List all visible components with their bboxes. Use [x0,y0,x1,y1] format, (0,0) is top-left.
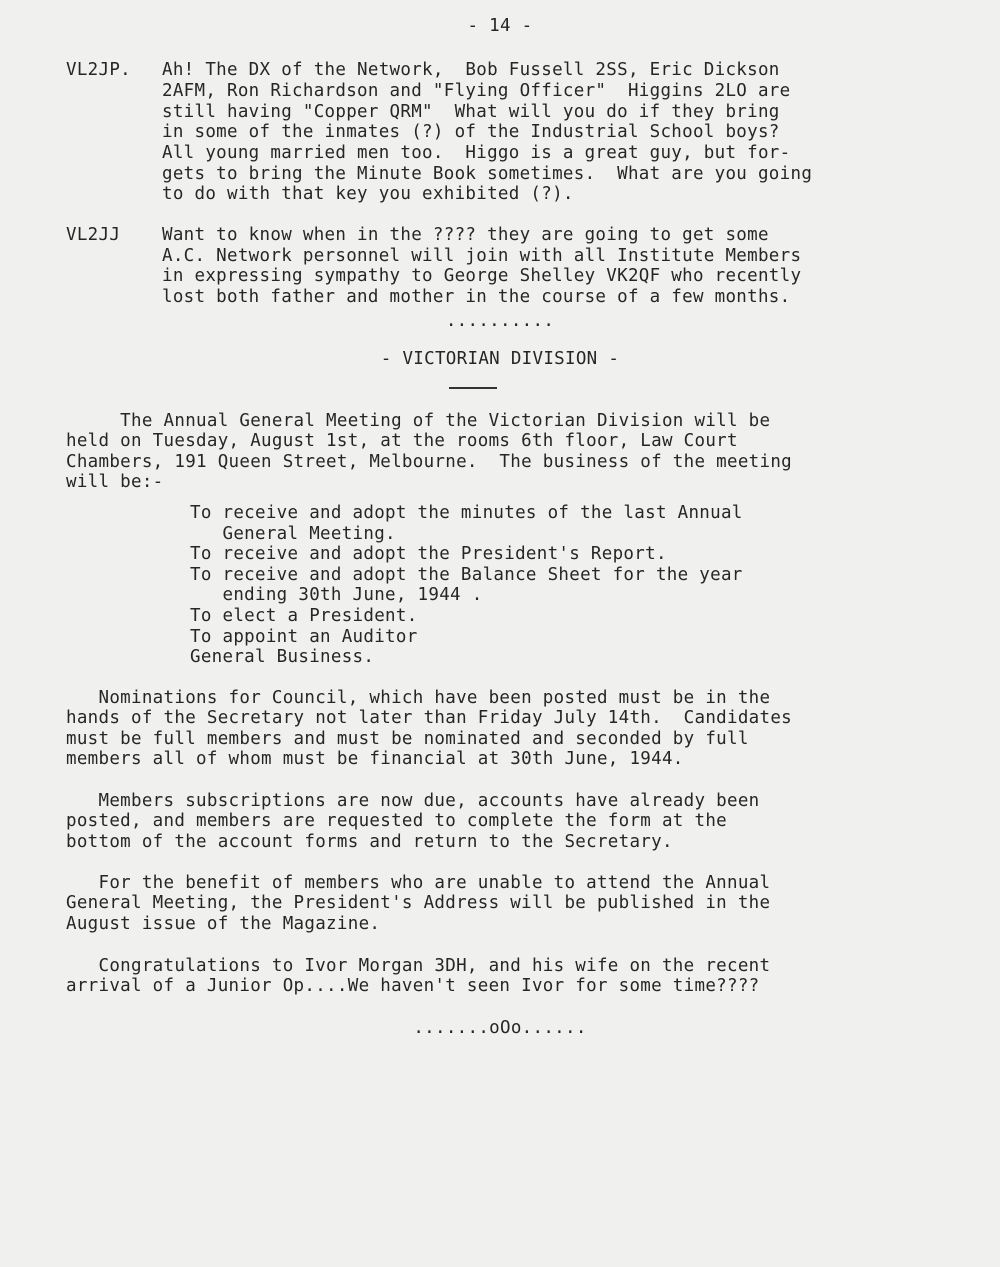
paragraph-line: will be:- [66,472,164,492]
heading-underline [449,387,497,389]
agenda-item: General Business. [190,647,375,667]
paragraph-line: hands of the Secretary not later than Friday July 14th. Candidates [66,708,793,728]
paragraph-line: must be full members and must be nominated and seconded by full [66,729,749,749]
page-number: - 14 - [467,16,533,36]
entry-line: to do with that key you exhibited (?). [162,184,574,204]
agenda-item: ending 30th June, 1944 . [190,585,483,605]
dot-separator: .......... [445,311,555,331]
paragraph-line: General Meeting, the President's Address will be published in the [66,893,771,913]
entry-callsign: VL2JJ [66,225,121,245]
paragraph-line: arrival of a Junior Op....We haven't seen Ivor for some time???? [66,976,760,996]
entry-line: in some of the inmates (?) of the Industrial School boys? [162,122,780,142]
entry-line: lost both father and mother in the course of a few months. [162,287,791,307]
paragraph-line: Members subscriptions are now due, accounts have already been [66,791,760,811]
entry-line: Want to know when in the ???? they are going to get some [162,225,769,245]
paragraph-line: For the benefit of members who are unable to attend the Annual [66,873,771,893]
paragraph-line: Chambers, 191 Queen Street, Melbourne. The business of the meeting [66,452,793,472]
entry-line: still having "Copper QRM" What will you do if they bring [162,102,780,122]
paragraph-line: The Annual General Meeting of the Victorian Division will be [66,411,771,431]
entry-line: gets to bring the Minute Book sometimes. What are you going [162,164,813,184]
paragraph-line: posted, and members are requested to complete the form at the [66,811,727,831]
section-heading: - VICTORIAN DIVISION - [380,349,620,369]
paragraph-line: August issue of the Magazine. [66,914,381,934]
paragraph-line: bottom of the account forms and return to the Secretary. [66,832,673,852]
agenda-item: To receive and adopt the minutes of the last Annual [190,503,743,523]
entry-line: All young married men too. Higgo is a great guy, but for- [162,143,791,163]
end-separator: .......oOo...... [413,1018,587,1038]
agenda-item: General Meeting. [190,524,396,544]
entry-line: A.C. Network personnel will join with all Institute Members [162,246,802,266]
entry-callsign: VL2JP. [66,60,132,80]
entry-line: 2AFM, Ron Richardson and "Flying Officer" Higgins 2LO are [162,81,791,101]
paragraph-line: Congratulations to Ivor Morgan 3DH, and his wife on the recent [66,956,771,976]
entry-line: in expressing sympathy to George Shelley VK2QF who recently [162,266,802,286]
paragraph-line: held on Tuesday, August 1st, at the rooms 6th floor, Law Court [66,431,738,451]
agenda-item: To receive and adopt the Balance Sheet for the year [190,565,743,585]
agenda-item: To appoint an Auditor [190,627,418,647]
paragraph-line: Nominations for Council, which have been posted must be in the [66,688,771,708]
agenda-item: To receive and adopt the President's Report. [190,544,667,564]
entry-line: Ah! The DX of the Network, Bob Fussell 2SS, Eric Dickson [162,60,780,80]
paragraph-line: members all of whom must be financial at 30th June, 1944. [66,749,684,769]
agenda-item: To elect a President. [190,606,418,626]
